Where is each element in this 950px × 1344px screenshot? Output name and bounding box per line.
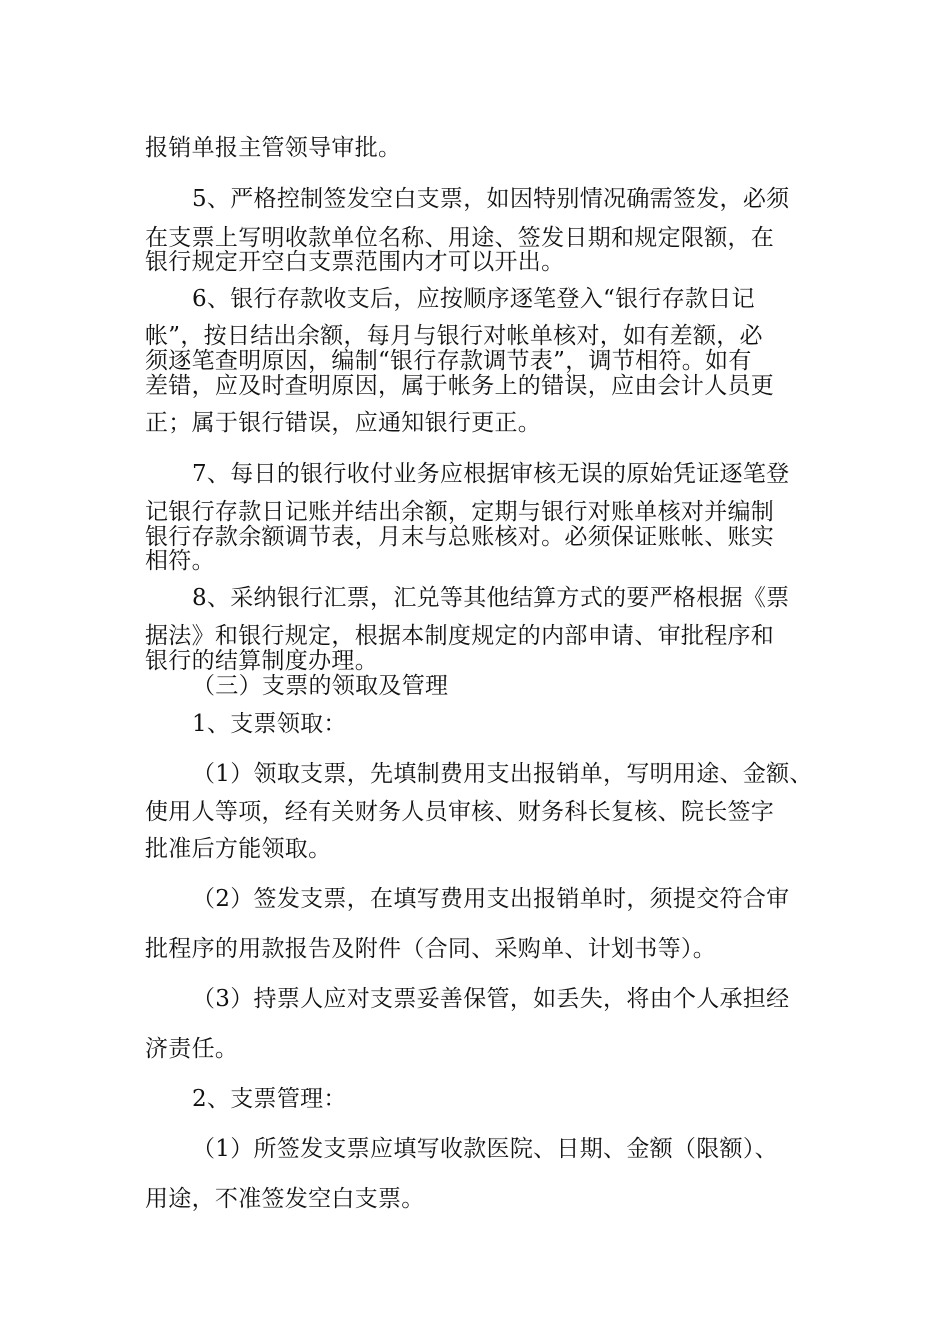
- text-line-28: 用途，不准签发空白支票。: [145, 1186, 425, 1212]
- text-line-21: 批准后方能领取。: [145, 836, 332, 862]
- text-line-26: 2、支票管理：: [192, 1086, 347, 1112]
- text-line-25: 济责任。: [145, 1036, 239, 1062]
- text-line-3: 在支票上写明收款单位名称、用途、签发日期和规定限额，在: [145, 225, 775, 251]
- text-line-22: （2）签发支票，在填写费用支出报销单时，须提交符合审: [192, 886, 790, 912]
- text-line-2: 5、严格控制签发空白支票，如因特别情况确需签发，必须: [192, 186, 790, 212]
- text-line-14: 8、采纳银行汇票，汇兑等其他结算方式的要严格根据《票: [192, 585, 790, 611]
- section-heading: （三）支票的领取及管理: [192, 673, 449, 699]
- text-line-11: 记银行存款日记账并结出余额，定期与银行对账单核对并编制: [145, 499, 775, 525]
- text-line-8: 差错，应及时查明原因，属于帐务上的错误，应由会计人员更: [145, 373, 775, 399]
- text-line-24: （3）持票人应对支票妥善保管，如丢失，将由个人承担经: [192, 986, 790, 1012]
- text-line-23: 批程序的用款报告及附件（合同、采购单、计划书等）。: [145, 936, 716, 962]
- text-line-7: 须逐笔查明原因，编制“银行存款调节表”，调节相符。如有: [145, 348, 752, 374]
- text-line-20: 使用人等项，经有关财务人员审核、财务科长复核、院长签字: [145, 799, 775, 825]
- text-line-9: 正；属于银行错误，应通知银行更正。: [145, 410, 542, 436]
- text-line-18: 1、支票领取：: [192, 711, 347, 737]
- text-line-19: （1）领取支票，先填制费用支出报销单，写明用途、金额、: [192, 761, 813, 787]
- text-line-1: 报销单报主管领导审批。: [145, 135, 402, 161]
- text-line-16: 银行的结算制度办理。: [145, 648, 378, 674]
- text-line-13: 相符。: [145, 548, 215, 574]
- text-line-27: （1）所签发支票应填写收款医院、日期、金额（限额）、: [192, 1136, 778, 1162]
- text-line-12: 银行存款余额调节表，月末与总账核对。必须保证账帐、账实: [145, 524, 775, 550]
- text-line-5: 6、银行存款收支后，应按顺序逐笔登入“银行存款日记: [192, 286, 755, 312]
- text-line-4: 银行规定开空白支票范围内才可以开出。: [145, 249, 565, 275]
- text-line-10: 7、每日的银行收付业务应根据审核无误的原始凭证逐笔登: [192, 461, 790, 487]
- text-line-6: 帐”，按日结出余额，每月与银行对帐单核对，如有差额，必: [145, 323, 763, 349]
- text-line-15: 据法》和银行规定，根据本制度规定的内部申请、审批程序和: [145, 623, 775, 649]
